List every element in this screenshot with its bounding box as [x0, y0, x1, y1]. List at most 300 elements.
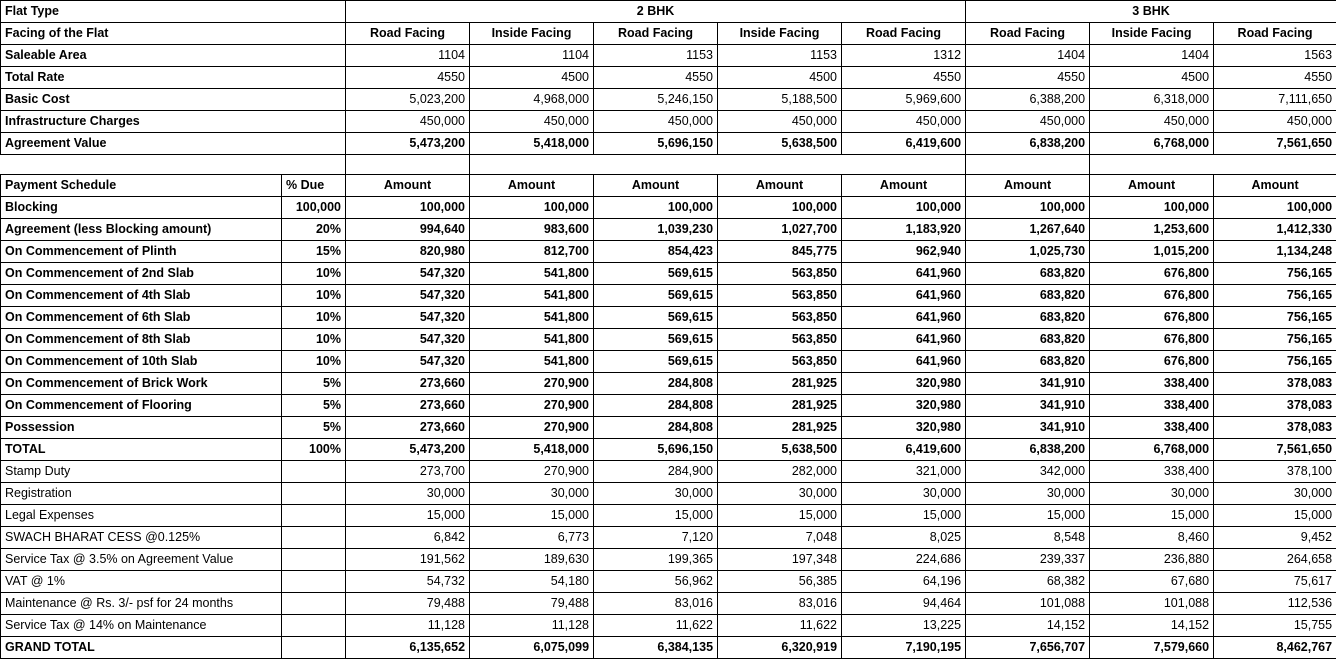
row-label: On Commencement of Plinth [1, 241, 282, 263]
summary-row [1, 45, 1336, 67]
cell: 321,000 [842, 461, 966, 483]
cell: 450,000 [842, 111, 966, 133]
cell: 100,000 [470, 197, 594, 219]
cell: 4550 [1214, 67, 1336, 89]
cell: 5,188,500 [718, 89, 842, 111]
cell: 6,419,600 [842, 439, 966, 461]
row-label: Basic Cost [1, 89, 346, 111]
cell: 563,850 [718, 307, 842, 329]
facing-header-row [1, 23, 1336, 45]
row-label: VAT @ 1% [1, 571, 282, 593]
row-label: On Commencement of 8th Slab [1, 329, 282, 351]
cell: 641,960 [842, 285, 966, 307]
schedule-row [1, 527, 1336, 549]
row-pct [282, 483, 346, 505]
cell: 30,000 [718, 483, 842, 505]
cell: 756,165 [1214, 351, 1336, 373]
row-label: Saleable Area [1, 45, 346, 67]
facing-header-2: Road Facing [594, 23, 718, 45]
cell: 6,419,600 [842, 133, 966, 155]
cell: 270,900 [470, 417, 594, 439]
cell: 450,000 [718, 111, 842, 133]
cell: 1,134,248 [1214, 241, 1336, 263]
cell: 6,135,652 [346, 637, 470, 659]
cell: 7,048 [718, 527, 842, 549]
cell: 270,900 [470, 395, 594, 417]
facing-header-4: Road Facing [842, 23, 966, 45]
row-label: Stamp Duty [1, 461, 282, 483]
cell: 4500 [470, 67, 594, 89]
cell: 683,820 [966, 285, 1090, 307]
cell: 541,800 [470, 329, 594, 351]
cell: 641,960 [842, 351, 966, 373]
spacer-cell [1, 155, 346, 175]
cell: 450,000 [594, 111, 718, 133]
row-label: Registration [1, 483, 282, 505]
cell: 4550 [594, 67, 718, 89]
cell: 8,548 [966, 527, 1090, 549]
cell: 15,000 [966, 505, 1090, 527]
cell: 64,196 [842, 571, 966, 593]
cell: 15,000 [718, 505, 842, 527]
cell: 281,925 [718, 395, 842, 417]
cell: 30,000 [1090, 483, 1214, 505]
cell: 450,000 [1090, 111, 1214, 133]
schedule-row [1, 571, 1336, 593]
cell: 83,016 [594, 593, 718, 615]
cell: 100,000 [1090, 197, 1214, 219]
row-pct [282, 549, 346, 571]
amount-header-1: Amount [470, 175, 594, 197]
cell: 1104 [470, 45, 594, 67]
row-label: Possession [1, 417, 282, 439]
flat-type-label: Flat Type [1, 1, 346, 23]
cell: 756,165 [1214, 263, 1336, 285]
cell: 15,000 [594, 505, 718, 527]
schedule-row [1, 439, 1336, 461]
spacer-cell [1090, 155, 1214, 175]
cell: 676,800 [1090, 307, 1214, 329]
amount-header-2: Amount [594, 175, 718, 197]
cell: 101,088 [1090, 593, 1214, 615]
cell: 6,768,000 [1090, 439, 1214, 461]
cell: 7,120 [594, 527, 718, 549]
cell: 101,088 [966, 593, 1090, 615]
cell: 563,850 [718, 329, 842, 351]
cell: 683,820 [966, 329, 1090, 351]
row-pct [282, 505, 346, 527]
cell: 338,400 [1090, 461, 1214, 483]
spacer-cell [594, 155, 718, 175]
amount-header-7: Amount [1214, 175, 1336, 197]
cell: 100,000 [346, 197, 470, 219]
schedule-row [1, 593, 1336, 615]
cell: 1404 [1090, 45, 1214, 67]
cell: 641,960 [842, 329, 966, 351]
cell: 569,615 [594, 285, 718, 307]
cell: 6,838,200 [966, 439, 1090, 461]
cell: 197,348 [718, 549, 842, 571]
cell: 6,075,099 [470, 637, 594, 659]
cell: 676,800 [1090, 329, 1214, 351]
cell: 15,000 [1214, 505, 1336, 527]
cell: 9,452 [1214, 527, 1336, 549]
cell: 5,638,500 [718, 439, 842, 461]
schedule-row [1, 461, 1336, 483]
row-label: Agreement Value [1, 133, 346, 155]
cell: 1,253,600 [1090, 219, 1214, 241]
cell: 338,400 [1090, 395, 1214, 417]
cell: 1153 [718, 45, 842, 67]
cell: 273,660 [346, 395, 470, 417]
cell: 676,800 [1090, 351, 1214, 373]
cell: 1,039,230 [594, 219, 718, 241]
row-label: Blocking [1, 197, 282, 219]
cell: 5,696,150 [594, 133, 718, 155]
row-pct [282, 527, 346, 549]
row-pct: 10% [282, 263, 346, 285]
cell: 541,800 [470, 263, 594, 285]
cell: 641,960 [842, 263, 966, 285]
flat-type-header-row [1, 1, 1336, 23]
cell: 547,320 [346, 329, 470, 351]
cell: 1,015,200 [1090, 241, 1214, 263]
group-header-0: 2 BHK [346, 1, 966, 23]
cell: 1,027,700 [718, 219, 842, 241]
cell: 7,579,660 [1090, 637, 1214, 659]
row-label: On Commencement of 10th Slab [1, 351, 282, 373]
facing-header-0: Road Facing [346, 23, 470, 45]
cell: 7,561,650 [1214, 439, 1336, 461]
cell: 273,660 [346, 373, 470, 395]
cell: 30,000 [842, 483, 966, 505]
cell: 6,842 [346, 527, 470, 549]
facing-header-3: Inside Facing [718, 23, 842, 45]
row-pct [282, 571, 346, 593]
cell: 569,615 [594, 351, 718, 373]
schedule-row [1, 241, 1336, 263]
spacer-cell [346, 155, 470, 175]
row-label: GRAND TOTAL [1, 637, 282, 659]
cell: 83,016 [718, 593, 842, 615]
row-label: Legal Expenses [1, 505, 282, 527]
facing-label: Facing of the Flat [1, 23, 346, 45]
cell: 6,838,200 [966, 133, 1090, 155]
cell: 756,165 [1214, 285, 1336, 307]
cell: 273,660 [346, 417, 470, 439]
summary-row [1, 89, 1336, 111]
cell: 281,925 [718, 373, 842, 395]
row-label: On Commencement of 6th Slab [1, 307, 282, 329]
spacer-cell [966, 155, 1090, 175]
amount-header-0: Amount [346, 175, 470, 197]
cell: 284,808 [594, 373, 718, 395]
cell: 7,656,707 [966, 637, 1090, 659]
schedule-row [1, 263, 1336, 285]
row-pct: 5% [282, 373, 346, 395]
cell: 4500 [1090, 67, 1214, 89]
cell: 5,246,150 [594, 89, 718, 111]
cell: 15,000 [346, 505, 470, 527]
cell: 30,000 [966, 483, 1090, 505]
schedule-row [1, 615, 1336, 637]
schedule-row [1, 395, 1336, 417]
cell: 94,464 [842, 593, 966, 615]
amount-header-3: Amount [718, 175, 842, 197]
cell: 79,488 [346, 593, 470, 615]
cell: 7,561,650 [1214, 133, 1336, 155]
cell: 450,000 [470, 111, 594, 133]
cell: 547,320 [346, 351, 470, 373]
cell: 14,152 [966, 615, 1090, 637]
cell: 100,000 [842, 197, 966, 219]
cell: 683,820 [966, 351, 1090, 373]
table-body [1, 1, 1336, 659]
facing-header-5: Road Facing [966, 23, 1090, 45]
row-label: On Commencement of 4th Slab [1, 285, 282, 307]
cell: 15,000 [1090, 505, 1214, 527]
cell: 341,910 [966, 373, 1090, 395]
amount-header-4: Amount [842, 175, 966, 197]
cell: 11,128 [470, 615, 594, 637]
cell: 541,800 [470, 285, 594, 307]
cell: 75,617 [1214, 571, 1336, 593]
cell: 5,638,500 [718, 133, 842, 155]
cell: 547,320 [346, 263, 470, 285]
schedule-row [1, 197, 1336, 219]
cell: 962,940 [842, 241, 966, 263]
cell: 1,412,330 [1214, 219, 1336, 241]
cell: 812,700 [470, 241, 594, 263]
cell: 450,000 [966, 111, 1090, 133]
cell: 270,900 [470, 461, 594, 483]
summary-row [1, 133, 1336, 155]
row-label: Total Rate [1, 67, 346, 89]
cell: 5,023,200 [346, 89, 470, 111]
row-label: Agreement (less Blocking amount) [1, 219, 282, 241]
facing-header-7: Road Facing [1214, 23, 1336, 45]
cell: 56,962 [594, 571, 718, 593]
cell: 1153 [594, 45, 718, 67]
cell: 676,800 [1090, 285, 1214, 307]
cell: 68,382 [966, 571, 1090, 593]
cell: 563,850 [718, 351, 842, 373]
payment-schedule-label: Payment Schedule [1, 175, 282, 197]
cell: 563,850 [718, 285, 842, 307]
cell: 820,980 [346, 241, 470, 263]
cell: 4500 [718, 67, 842, 89]
cell: 56,385 [718, 571, 842, 593]
cell: 15,000 [470, 505, 594, 527]
row-label: On Commencement of 2nd Slab [1, 263, 282, 285]
cell: 569,615 [594, 263, 718, 285]
cell: 13,225 [842, 615, 966, 637]
row-label: Service Tax @ 14% on Maintenance [1, 615, 282, 637]
cell: 284,808 [594, 417, 718, 439]
schedule-row [1, 505, 1336, 527]
cell: 4,968,000 [470, 89, 594, 111]
cell: 547,320 [346, 285, 470, 307]
cell: 7,190,195 [842, 637, 966, 659]
row-pct [282, 615, 346, 637]
cell: 320,980 [842, 417, 966, 439]
cell: 282,000 [718, 461, 842, 483]
cell: 676,800 [1090, 263, 1214, 285]
cell: 5,969,600 [842, 89, 966, 111]
cell: 320,980 [842, 395, 966, 417]
pct-due-label: % Due [282, 175, 346, 197]
cell: 30,000 [346, 483, 470, 505]
spacer-cell [718, 155, 842, 175]
cell: 342,000 [966, 461, 1090, 483]
row-label: SWACH BHARAT CESS @0.125% [1, 527, 282, 549]
cell: 100,000 [594, 197, 718, 219]
cell: 30,000 [1214, 483, 1336, 505]
cell: 224,686 [842, 549, 966, 571]
cell: 4550 [346, 67, 470, 89]
cell: 100,000 [1214, 197, 1336, 219]
cell: 1404 [966, 45, 1090, 67]
cell: 1563 [1214, 45, 1336, 67]
row-pct: 15% [282, 241, 346, 263]
cell: 6,318,000 [1090, 89, 1214, 111]
cell: 338,400 [1090, 417, 1214, 439]
cell: 1,025,730 [966, 241, 1090, 263]
schedule-row [1, 351, 1336, 373]
amount-header-6: Amount [1090, 175, 1214, 197]
cell: 236,880 [1090, 549, 1214, 571]
cell: 15,755 [1214, 615, 1336, 637]
row-label: TOTAL [1, 439, 282, 461]
cell: 450,000 [346, 111, 470, 133]
summary-row [1, 111, 1336, 133]
cell: 845,775 [718, 241, 842, 263]
cell: 1,183,920 [842, 219, 966, 241]
cell: 756,165 [1214, 307, 1336, 329]
row-label: On Commencement of Flooring [1, 395, 282, 417]
group-header-1: 3 BHK [966, 1, 1336, 23]
row-pct [282, 593, 346, 615]
cell: 569,615 [594, 329, 718, 351]
schedule-row [1, 483, 1336, 505]
cell: 5,473,200 [346, 133, 470, 155]
cell: 8,025 [842, 527, 966, 549]
cell: 7,111,650 [1214, 89, 1336, 111]
cell: 341,910 [966, 417, 1090, 439]
cell: 30,000 [594, 483, 718, 505]
row-label: Maintenance @ Rs. 3/- psf for 24 months [1, 593, 282, 615]
row-pct: 100% [282, 439, 346, 461]
row-pct: 100,000 [282, 197, 346, 219]
cell: 6,768,000 [1090, 133, 1214, 155]
schedule-row [1, 417, 1336, 439]
cell: 5,418,000 [470, 439, 594, 461]
cell: 270,900 [470, 373, 594, 395]
row-pct: 10% [282, 307, 346, 329]
cell: 756,165 [1214, 329, 1336, 351]
row-pct [282, 637, 346, 659]
cell: 563,850 [718, 263, 842, 285]
cell: 4550 [842, 67, 966, 89]
spacer-cell [1214, 155, 1336, 175]
cell: 112,536 [1214, 593, 1336, 615]
schedule-row [1, 307, 1336, 329]
row-pct: 20% [282, 219, 346, 241]
cell: 15,000 [842, 505, 966, 527]
cell: 6,388,200 [966, 89, 1090, 111]
cell: 1,267,640 [966, 219, 1090, 241]
row-label: Infrastructure Charges [1, 111, 346, 133]
row-label: Service Tax @ 3.5% on Agreement Value [1, 549, 282, 571]
amount-header-5: Amount [966, 175, 1090, 197]
cell: 6,320,919 [718, 637, 842, 659]
row-pct [282, 461, 346, 483]
cell: 8,460 [1090, 527, 1214, 549]
cell: 5,473,200 [346, 439, 470, 461]
cell: 641,960 [842, 307, 966, 329]
spacer-cell [842, 155, 966, 175]
row-pct: 10% [282, 285, 346, 307]
row-pct: 10% [282, 329, 346, 351]
schedule-row [1, 637, 1336, 659]
schedule-row [1, 549, 1336, 571]
cell: 6,773 [470, 527, 594, 549]
cell: 541,800 [470, 307, 594, 329]
cell: 5,418,000 [470, 133, 594, 155]
cell: 54,732 [346, 571, 470, 593]
schedule-row [1, 329, 1336, 351]
cell: 320,980 [842, 373, 966, 395]
cell: 983,600 [470, 219, 594, 241]
cell: 341,910 [966, 395, 1090, 417]
cell: 569,615 [594, 307, 718, 329]
cell: 547,320 [346, 307, 470, 329]
cell: 100,000 [718, 197, 842, 219]
cell: 378,083 [1214, 395, 1336, 417]
cell: 284,900 [594, 461, 718, 483]
cell: 189,630 [470, 549, 594, 571]
cell: 239,337 [966, 549, 1090, 571]
spacer-cell [470, 155, 594, 175]
cell: 8,462,767 [1214, 637, 1336, 659]
cell: 11,622 [594, 615, 718, 637]
cell: 338,400 [1090, 373, 1214, 395]
schedule-header-row [1, 175, 1336, 197]
cell: 4550 [966, 67, 1090, 89]
cell: 378,083 [1214, 417, 1336, 439]
cell: 67,680 [1090, 571, 1214, 593]
cell: 281,925 [718, 417, 842, 439]
cell: 378,100 [1214, 461, 1336, 483]
cell: 54,180 [470, 571, 594, 593]
facing-header-1: Inside Facing [470, 23, 594, 45]
cell: 683,820 [966, 307, 1090, 329]
cell: 14,152 [1090, 615, 1214, 637]
cell: 6,384,135 [594, 637, 718, 659]
cell: 5,696,150 [594, 439, 718, 461]
cell: 450,000 [1214, 111, 1336, 133]
cell: 273,700 [346, 461, 470, 483]
facing-header-6: Inside Facing [1090, 23, 1214, 45]
row-pct: 10% [282, 351, 346, 373]
cell: 191,562 [346, 549, 470, 571]
cell: 378,083 [1214, 373, 1336, 395]
cell: 994,640 [346, 219, 470, 241]
row-label: On Commencement of Brick Work [1, 373, 282, 395]
cell: 264,658 [1214, 549, 1336, 571]
schedule-row [1, 373, 1336, 395]
cell: 284,808 [594, 395, 718, 417]
